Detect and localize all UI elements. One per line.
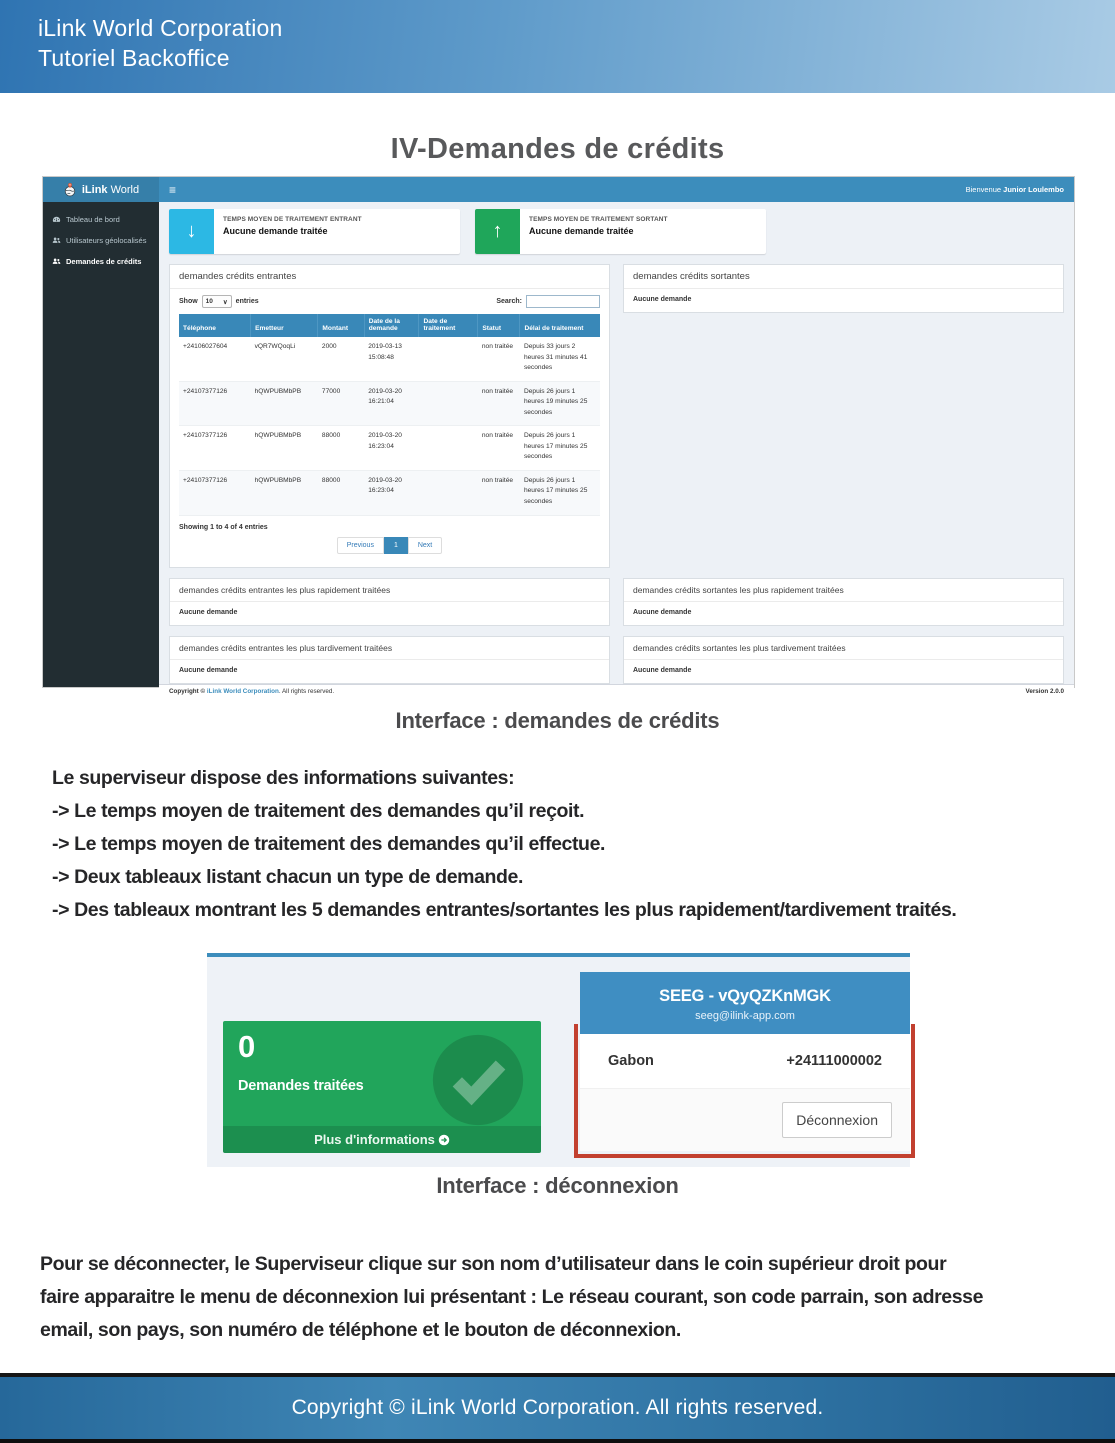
- cell-statut: non traitée: [478, 337, 520, 381]
- document-header-line1: iLink World Corporation: [38, 15, 283, 41]
- list-item: -> Des tableaux montrant les 5 demandes entrantes/sortantes les plus rapidement/tardivement traités.: [52, 899, 957, 921]
- info-box-sortant: [475, 209, 766, 254]
- country-phone-row: [580, 1034, 910, 1089]
- cell-emetteur: hQWPUBMbPB: [251, 381, 318, 426]
- user-menu[interactable]: Bienvenue Junior Loulembo: [965, 185, 1064, 194]
- pagination-page-1-button[interactable]: 1: [384, 537, 408, 554]
- app-navbar: [43, 177, 1074, 202]
- cell-telephone: +24107377126: [179, 470, 251, 515]
- table-row: [179, 426, 600, 471]
- panel-demandes-sortantes: [623, 264, 1064, 313]
- search-input[interactable]: [526, 295, 600, 308]
- feature-list: [52, 795, 977, 927]
- chevron-down-icon: ∨: [222, 298, 228, 306]
- sidebar-item-tableau-de-bord[interactable]: [43, 209, 159, 230]
- content-area: [159, 202, 1074, 684]
- arrow-up-icon: ↑: [475, 209, 520, 254]
- table-header-row: [179, 314, 600, 337]
- panel-title: demandes crédits sortantes: [624, 265, 1063, 289]
- page-title: IV-Demandes de crédits: [390, 133, 725, 165]
- brand-text: iLink World: [81, 183, 140, 196]
- showing-entries-text: Showing 1 to 4 of 4 entries: [179, 523, 268, 531]
- info-box-label: TEMPS MOYEN DE TRAITEMENT SORTANT: [529, 216, 668, 223]
- document-header-line2: Tutoriel Backoffice: [38, 45, 230, 71]
- pagination-previous-button[interactable]: Previous: [337, 537, 384, 554]
- cell-date-traitement: [419, 426, 478, 471]
- intro-line: Le superviseur dispose des informations suivantes:: [52, 767, 515, 789]
- empty-state-text: Aucune demande: [633, 608, 692, 616]
- col-statut[interactable]: Statut: [478, 314, 520, 337]
- app-brand[interactable]: [43, 177, 159, 202]
- cell-montant: 77000: [318, 381, 364, 426]
- document-header: [0, 0, 1115, 93]
- empty-state-text: Aucune demande: [179, 666, 238, 674]
- cell-statut: non traitée: [478, 470, 520, 515]
- pagination-next-button[interactable]: Next: [408, 537, 442, 554]
- user-country: Gabon: [608, 1053, 654, 1069]
- corporation-link[interactable]: iLink World Corporation: [206, 687, 279, 695]
- app-footer: Copyright © iLink World Corporation. All rights reserved. Version 2.0.0: [159, 684, 1074, 698]
- footer-copyright: Copyright © iLink World Corporation. All rights reserved.: [291, 1396, 824, 1419]
- info-box-value: Aucune demande traitée: [223, 226, 328, 236]
- table-row: [179, 337, 600, 381]
- list-item: -> Le temps moyen de traitement des demandes qu’il reçoit.: [52, 800, 585, 822]
- list-item: -> Deux tableaux listant chacun un type de demande.: [52, 866, 524, 888]
- empty-state-text: Aucune demande: [633, 296, 692, 303]
- cell-date-demande: 2019-03-20 16:23:04: [364, 426, 419, 471]
- users-icon: [52, 257, 61, 266]
- sidebar-item-label: Tableau de bord: [66, 215, 120, 224]
- app-body: [43, 202, 1074, 695]
- search-label: Search:: [496, 298, 522, 305]
- hamburger-menu-icon[interactable]: ≡: [169, 182, 177, 197]
- sidebar: [43, 202, 159, 687]
- processed-count: 0: [238, 1029, 256, 1064]
- cell-delai: Depuis 26 jours 1 heures 19 minutes 25 secondes: [520, 381, 600, 426]
- processed-requests-card: [223, 1021, 541, 1153]
- panel-title: demandes crédits entrantes: [170, 265, 609, 289]
- check-circle-icon: [431, 1033, 525, 1127]
- list-item: -> Le temps moyen de traitement des demandes qu’il effectue.: [52, 833, 606, 855]
- info-box-value: Aucune demande traitée: [529, 226, 634, 236]
- user-dropdown: [580, 972, 910, 1151]
- credits-caption: Interface : demandes de crédits: [395, 708, 720, 733]
- globe-pin-logo-icon: [63, 183, 77, 197]
- logout-button[interactable]: Déconnexion: [782, 1102, 892, 1138]
- panel-sortantes-tardivement: [623, 636, 1064, 684]
- page-length-select[interactable]: 10 ∨: [202, 295, 232, 308]
- dashboard-icon: [52, 215, 61, 224]
- info-box-row: [169, 209, 766, 254]
- cell-statut: non traitée: [478, 381, 520, 426]
- cell-montant: 2000: [318, 337, 364, 381]
- document-footer: [0, 1373, 1115, 1443]
- info-box-entrant: [169, 209, 460, 254]
- credits-description: [52, 762, 977, 927]
- cell-delai: Depuis 26 jours 1 heures 17 minutes 25 secondes: [520, 426, 600, 471]
- arrow-right-circle-icon: [438, 1134, 450, 1146]
- dropdown-footer: [580, 1089, 910, 1151]
- main-panels-row: [169, 264, 1064, 568]
- col-date-demande[interactable]: Date de la demande: [364, 314, 419, 337]
- cell-delai: Depuis 33 jours 2 heures 31 minutes 41 secondes: [520, 337, 600, 381]
- table-row: [179, 470, 600, 515]
- cell-telephone: +24107377126: [179, 426, 251, 471]
- cell-date-demande: 2019-03-20 16:23:04: [364, 470, 419, 515]
- cell-montant: 88000: [318, 470, 364, 515]
- panel-title: demandes crédits entrantes les plus tardivement traitées: [170, 637, 609, 660]
- pagination: [170, 533, 609, 567]
- logout-description: Pour se déconnecter, le Superviseur clique sur son nom d’utilisateur dans le coin supérieur droit pour faire apparaitre le menu de déconnexion lui présentant : Le réseau courant, son code parrain, son adresse email, son pays, son numéro de téléphone et le bouton de déconnexion.: [40, 1253, 984, 1341]
- cell-montant: 88000: [318, 426, 364, 471]
- panel-title: demandes crédits sortantes les plus tardivement traitées: [624, 637, 1063, 660]
- navbar-right: [159, 177, 1074, 202]
- empty-state-text: Aucune demande: [179, 608, 238, 616]
- cell-emetteur: hQWPUBMbPB: [251, 470, 318, 515]
- content-column: [159, 202, 1074, 695]
- cell-delai: Depuis 26 jours 1 heures 17 minutes 25 secondes: [520, 470, 600, 515]
- cell-emetteur: hQWPUBMbPB: [251, 426, 318, 471]
- panel-title: demandes crédits sortantes les plus rapidement traitées: [624, 579, 1063, 602]
- cell-date-traitement: [419, 381, 478, 426]
- table-row: [179, 381, 600, 426]
- cell-telephone: +24107377126: [179, 381, 251, 426]
- sidebar-item-label: Utilisateurs géolocalisés: [66, 236, 147, 245]
- sidebar-item-label: Demandes de crédits: [66, 257, 142, 266]
- info-box-label: TEMPS MOYEN DE TRAITEMENT ENTRANT: [223, 216, 362, 223]
- sidebar-item-utilisateurs-geolocalises[interactable]: [43, 230, 159, 251]
- col-telephone[interactable]: Téléphone: [179, 314, 251, 337]
- cell-date-demande: 2019-03-20 16:21:04: [364, 381, 419, 426]
- version-text: Version 2.0.0: [1025, 687, 1064, 695]
- table-controls: [170, 289, 609, 312]
- empty-state-text: Aucune demande: [633, 666, 692, 674]
- cell-date-demande: 2019-03-13 15:08:48: [364, 337, 419, 381]
- panel-title: demandes crédits entrantes les plus rapidement traitées: [170, 579, 609, 602]
- col-montant[interactable]: Montant: [318, 314, 364, 337]
- col-date-traitement[interactable]: Date de traitement: [419, 314, 478, 337]
- panel-demandes-entrantes: [169, 264, 610, 568]
- col-emetteur[interactable]: Emetteur: [251, 314, 318, 337]
- user-email: seeg@ilink-app.com: [695, 1010, 795, 1022]
- entries-label: entries: [235, 298, 259, 305]
- arrow-down-icon: ↓: [169, 209, 214, 254]
- users-icon: [52, 236, 61, 245]
- network-and-code: SEEG - vQyQZKnMGK: [659, 987, 831, 1005]
- cell-statut: non traitée: [478, 426, 520, 471]
- processed-label: Demandes traitées: [238, 1078, 364, 1094]
- late-processed-row: [169, 636, 1064, 684]
- demandes-entrantes-table: [179, 314, 600, 516]
- cell-telephone: +24106027604: [179, 337, 251, 381]
- cell-emetteur: vQR7WQoqLi: [251, 337, 318, 381]
- cell-date-traitement: [419, 470, 478, 515]
- cell-date-traitement: [419, 337, 478, 381]
- sidebar-item-demandes-de-credits[interactable]: [43, 251, 159, 272]
- dropdown-header: [580, 972, 910, 1034]
- logout-screenshot: [207, 953, 910, 1167]
- show-label: Show: [179, 298, 198, 305]
- logout-caption: Interface : déconnexion: [436, 1173, 679, 1198]
- user-phone: +24111000002: [786, 1053, 882, 1069]
- copyright-text: Copyright ©: [169, 687, 207, 695]
- panel-sortantes-rapidement: [623, 578, 1064, 626]
- backoffice-screenshot: [42, 176, 1075, 695]
- panel-entrantes-tardivement: [169, 636, 610, 684]
- more-info-link[interactable]: Plus d'informations: [223, 1126, 541, 1153]
- fast-processed-row: [169, 578, 1064, 626]
- col-delai[interactable]: Délai de traitement: [520, 314, 600, 337]
- panel-entrantes-rapidement: [169, 578, 610, 626]
